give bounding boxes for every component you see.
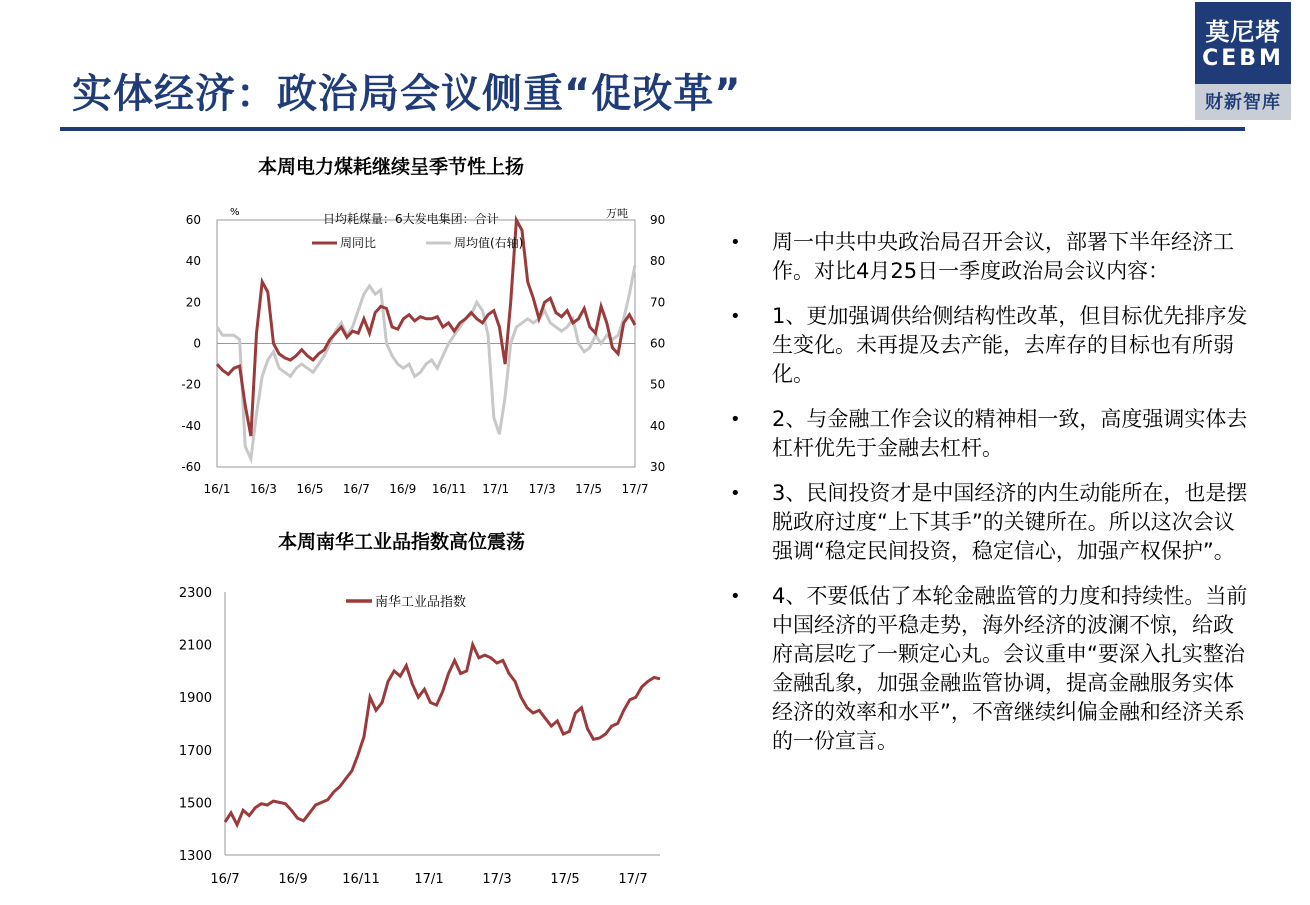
series-line-left [217, 220, 635, 436]
y-right-tick-label: 70 [650, 295, 666, 310]
y-left-tick-label: 40 [185, 254, 201, 269]
y-tick-label: 1500 [178, 796, 212, 812]
x-tick-label: 17/5 [575, 482, 603, 496]
x-tick-label: 17/7 [621, 482, 649, 496]
x-tick-label: 17/3 [482, 872, 512, 887]
logo-en-text: CEBM [1202, 46, 1284, 71]
legend-label: 南华工业品指数 [375, 595, 467, 610]
y-right-tick-label: 40 [650, 418, 666, 433]
series-line [225, 645, 660, 825]
y-left-tick-label: -40 [181, 418, 201, 433]
x-tick-label: 16/7 [342, 482, 370, 496]
y-tick-label: 1300 [178, 849, 212, 864]
y-tick-label: 1700 [178, 743, 212, 759]
x-tick-label: 16/1 [203, 482, 231, 496]
x-tick-label: 17/3 [528, 482, 556, 496]
y-tick-label: 1900 [178, 691, 212, 707]
y-left-unit-label: % [230, 207, 240, 218]
y-left-tick-label: 0 [193, 336, 201, 351]
y-right-tick-label: 50 [650, 377, 666, 392]
coal-consumption-chart [170, 195, 666, 505]
legend-label: 周同比 [340, 236, 377, 250]
y-tick-label: 2300 [178, 586, 212, 601]
nanhua-index-chart [168, 580, 668, 885]
bullet-list [728, 228, 1248, 772]
x-tick-label: 16/11 [342, 872, 380, 887]
bullet-item: • 2、与金融工作会议的精神相一致，高度强调实体去杠杆优先于金融去杠杆。 [728, 405, 1248, 463]
y-left-tick-label: 20 [185, 295, 201, 310]
y-left-tick-label: -20 [181, 377, 201, 392]
x-tick-label: 16/9 [278, 872, 308, 887]
chart1-title: 本周电力煤耗继续呈季节性上扬 [258, 156, 525, 178]
x-tick-label: 17/1 [414, 872, 444, 887]
legend-label: 周均值(右轴) [454, 236, 524, 250]
bullet-item: • 1、更加强调供给侧结构性改革，但目标优先排序发生变化。未再提及去产能，去库存的目标也有所弱化。 [728, 302, 1248, 389]
y-right-tick-label: 60 [650, 336, 666, 351]
y-right-tick-label: 90 [650, 213, 666, 227]
y-right-tick-label: 30 [650, 460, 666, 474]
x-tick-label: 16/11 [431, 482, 467, 496]
logo-top-block [1195, 2, 1291, 84]
x-tick-label: 16/7 [210, 872, 240, 887]
title-divider [60, 127, 1245, 131]
y-left-tick-label: 60 [185, 213, 201, 227]
y-right-tick-label: 80 [650, 254, 666, 269]
x-tick-label: 16/5 [296, 482, 324, 496]
y-tick-label: 2100 [178, 638, 212, 654]
logo-tagline: 财新智库 [1205, 92, 1281, 113]
brand-logo [1195, 2, 1291, 120]
bullet-item: • 3、民间投资才是中国经济的内生动能所在，也是摆脱政府过度“上下其手”的关键所在。所以这次会议强调“稳定民间投资，稳定信心，加强产权保护”。 [728, 479, 1248, 566]
y-left-tick-label: -60 [181, 460, 201, 474]
bullet-item: • 4、不要低估了本轮金融监管的力度和持续性。当前中国经济的平稳走势，海外经济的波澜不惊，给政府高层吃了一颗定心丸。会议重申“要深入扎实整治金融乱象，加强金融监管协调，提高金融服务实体经济的效率和水平”，不啻继续纠偏金融和经济关系的一份宣言。 [728, 582, 1248, 756]
series-line-right [217, 265, 635, 459]
chart2-title: 本周南华工业品指数高位震荡 [278, 531, 526, 553]
page-title: 实体经济：政治局会议侧重“促改革” [72, 71, 742, 117]
chart-annotation: 日均耗煤量：6大发电集团：合计 [323, 212, 499, 226]
x-tick-label: 17/7 [618, 872, 648, 887]
logo-cn-text: 莫尼塔 [1205, 18, 1281, 46]
x-tick-label: 17/1 [482, 482, 510, 496]
bullet-item: • 周一中共中央政治局召开会议，部署下半年经济工作。对比4月25日一季度政治局会议内容： [728, 228, 1248, 286]
y-right-unit-label: 万吨 [606, 207, 628, 220]
x-tick-label: 16/9 [389, 482, 417, 496]
x-tick-label: 17/5 [550, 872, 580, 887]
x-tick-label: 16/3 [249, 482, 277, 496]
